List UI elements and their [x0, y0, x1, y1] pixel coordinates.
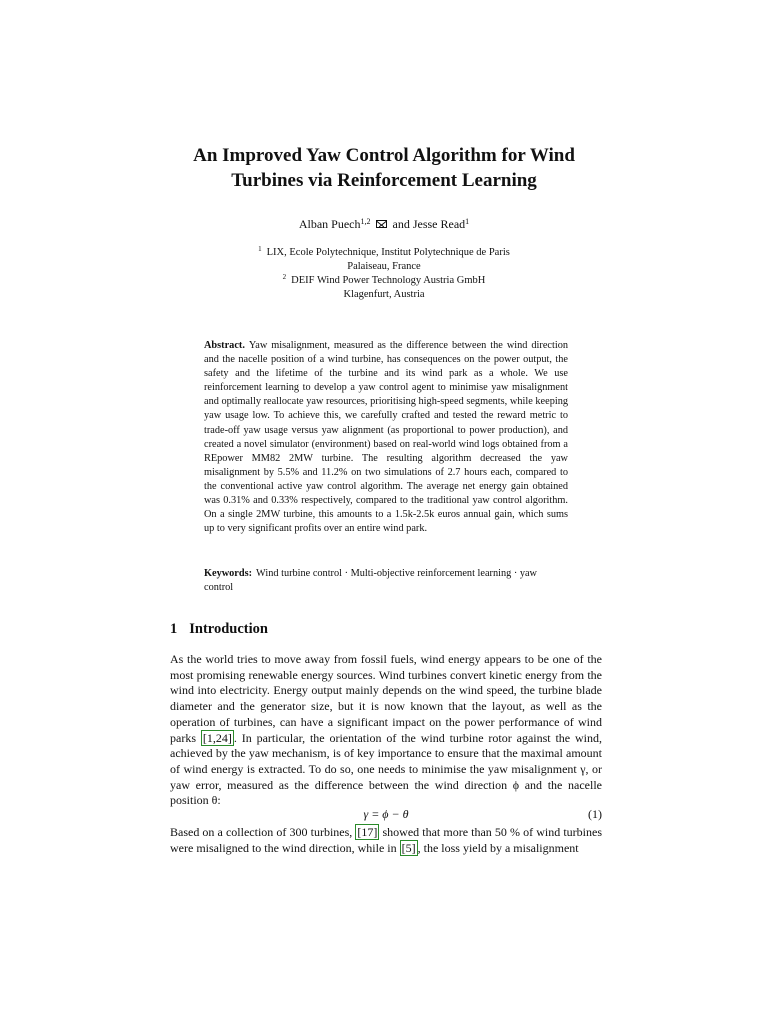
- keywords: [204, 567, 568, 595]
- equation-number: (1): [588, 807, 602, 821]
- affiliation-number: 2: [282, 273, 287, 281]
- affiliation-text: DEIF Wind Power Technology Austria GmbH: [291, 275, 486, 286]
- intro-paragraph-1: [170, 652, 602, 809]
- citation-link[interactable]: [5]: [401, 840, 416, 855]
- paper-title: [160, 143, 608, 193]
- section-number: 1: [170, 621, 178, 637]
- keywords-text: Wind turbine control · Multi-objective reinforcement learning · yaw control: [204, 568, 537, 594]
- author-affiliation-marker: 1: [465, 217, 470, 226]
- citation-link[interactable]: [1,24]: [202, 730, 232, 745]
- affiliation-line: [160, 246, 608, 260]
- paragraph-text: As the world tries to move away from fossil fuels, wind energy appears to be one of the most promising renewable energy sources. Wind turbines convert kinetic energy from the wind into electricity. Energy output mainly depends on the wind speed, the turbine blade diameter and the generator size, but it is now known that the layout, as well as the operation of turbines, can have a significant impact on the power performance of wind parks: [170, 652, 602, 745]
- title-line-1: An Improved Yaw Control Algorithm for Wind: [193, 145, 575, 166]
- author-list: [160, 216, 608, 232]
- abstract-label: Abstract.: [204, 340, 245, 351]
- affiliation-line: [160, 274, 608, 288]
- envelope-icon[interactable]: [376, 220, 387, 228]
- keywords-label: Keywords:: [204, 568, 253, 579]
- title-line-2: Turbines via Reinforcement Learning: [231, 170, 537, 191]
- abstract-text: Yaw misalignment, measured as the difference between the wind direction and the nacelle position of a wind turbine, has consequences on the power output, the safety and the lifetime of the turbine and its wind park as a whole. We use reinforcement learning to develop a yaw control agent to minimise yaw misalignment and optimally reallocate yaw resources, prioritising high-speed segments, while keeping yaw usage low. To achieve this, we carefully crafted and tested the reward metric to trade-off yaw usage versus yaw alignment (as proportional to power production), and created a novel simulator (environment) based on real-world wind logs obtained from a REpower MM82 2MW turbine. The resulting algorithm decreased the yaw misalignment by 5.5% and 11.2% on two simulations of 2.7 hours each, compared to the conventional active yaw control algorithm. The average net energy gain obtained was 0.31% and 0.33% respectively, compared to the traditional yaw control algorithm. On a single 2MW turbine, this amounts to a 1.5k-2.5k euros annual gain, which sums up to very significant profits over an entire wind park.: [204, 340, 568, 535]
- author-name: Alban Puech: [298, 217, 361, 231]
- author-name: and Jesse Read: [392, 217, 466, 231]
- affiliation-text: LIX, Ecole Polytechnique, Institut Polytechnique de Paris: [266, 247, 510, 258]
- intro-paragraph-2: [170, 825, 602, 856]
- section-title: Introduction: [189, 621, 268, 637]
- affiliation-city: Palaiseau, France: [347, 261, 421, 272]
- section-heading: [170, 620, 268, 638]
- abstract: [204, 339, 568, 536]
- citation-link[interactable]: [17]: [357, 825, 378, 839]
- affiliation-number: 1: [258, 245, 262, 253]
- paragraph-text: . In particular, the orientation of the wind turbine rotor against the wind, achieved by the yaw mechanism, is of key importance to ensure that the maximal amount of wind energy is extracted. To do so, one needs to minimise the yaw misalignment γ, or yaw error, measured as the difference between the wind direction ϕ and the nacelle position θ:: [170, 730, 603, 808]
- paragraph-text: showed that more than 50 % of wind turbines were misaligned to the wind direction, while in: [170, 825, 602, 855]
- paragraph-text: Based on a collection of 300 turbines,: [170, 825, 353, 839]
- paragraph-text: , the loss yield by a misalignment: [417, 840, 579, 855]
- affiliation-city: Klagenfurt, Austria: [343, 289, 425, 300]
- equation-expression: γ = ϕ − θ: [363, 807, 409, 821]
- affiliations: [160, 246, 608, 302]
- author-affiliation-marker: 1,2: [360, 217, 371, 226]
